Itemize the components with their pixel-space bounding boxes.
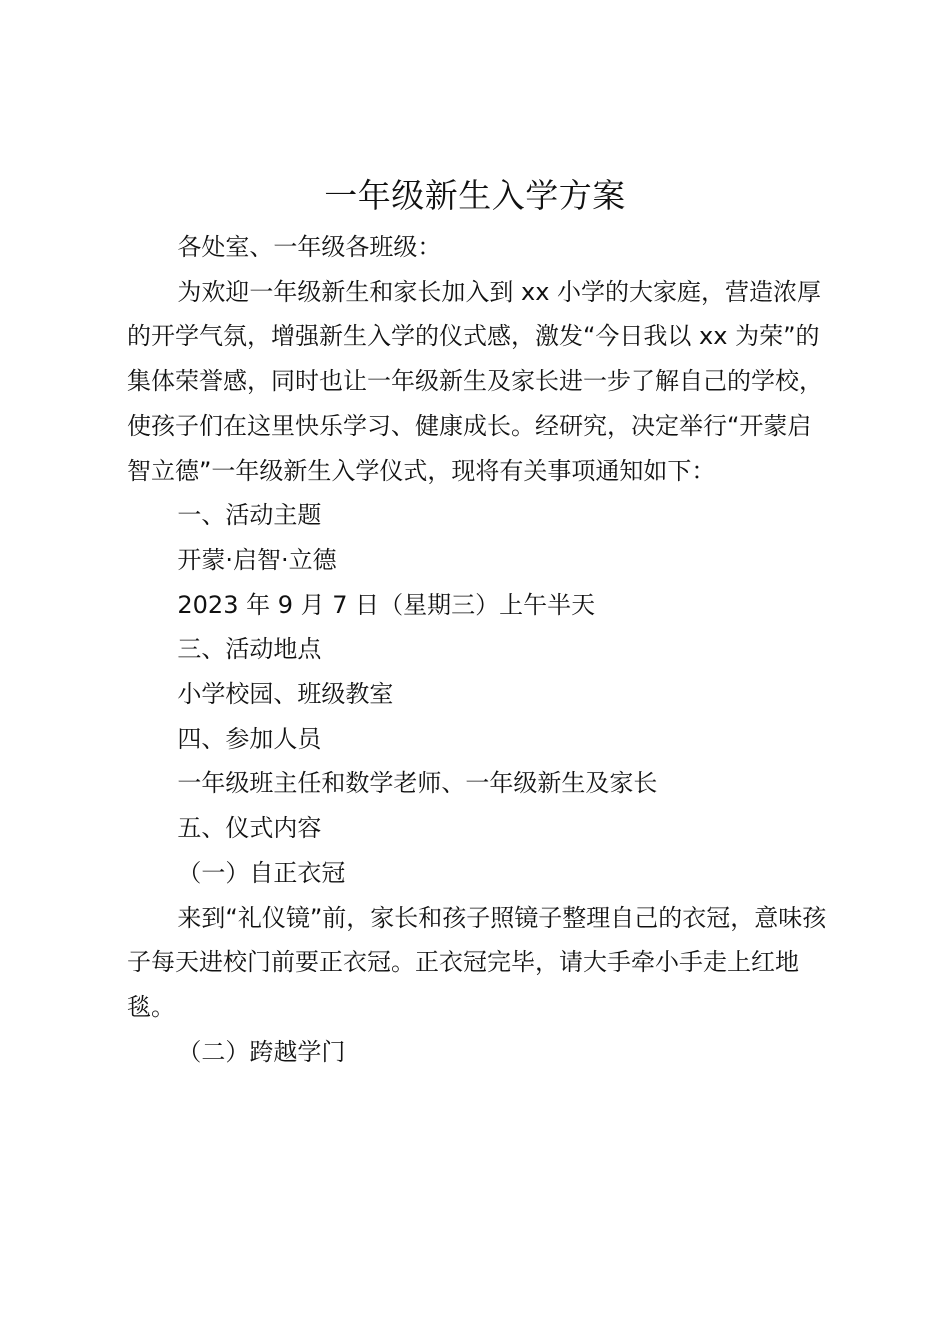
subsection-heading-2: （二）跨越学门 [177,1037,346,1066]
subsection-paragraph-1: 来到“礼仪镜”前，家长和孩子照镜子整理自己的衣冠，意味孩子每天进校门前要正衣冠。正衣冠完毕，请大手牵小手走上红地毯。 [127,903,827,1021]
document-title: 一年级新生入学方案 [324,176,626,215]
subsection-heading-1: （一）自正衣冠 [177,858,346,887]
section-heading-ceremony: 五、仪式内容 [177,814,322,843]
document-body [127,225,835,1074]
location-text: 小学校园、班级教室 [177,680,394,709]
participants-text: 一年级班主任和数学老师、一年级新生及家长 [177,769,658,798]
section-heading-theme: 一、活动主题 [177,501,322,530]
salutation: 各处室、一年级各班级： [177,233,442,261]
intro-paragraph: 为欢迎一年级新生和家长加入到 xx 小学的大家庭，营造浓厚的开学气氛，增强新生入学的仪式感，激发“今日我以 xx 为荣”的集体荣誉感，同时也让一年级新生及家长进一步了解自己的学校，使孩子们在这里快乐学习、健康成长。经研究，决定举行“开蒙启智立德”一年级新生入学仪式，现将有关事项通知如下： [127,277,823,485]
section-heading-participants: 四、参加人员 [177,724,322,753]
section-heading-location: 三、活动地点 [177,635,322,664]
theme-text: 开蒙·启智·立德 [177,545,337,574]
date-text: 2023 年 9 月 7 日（星期三）上午半天 [177,590,596,619]
